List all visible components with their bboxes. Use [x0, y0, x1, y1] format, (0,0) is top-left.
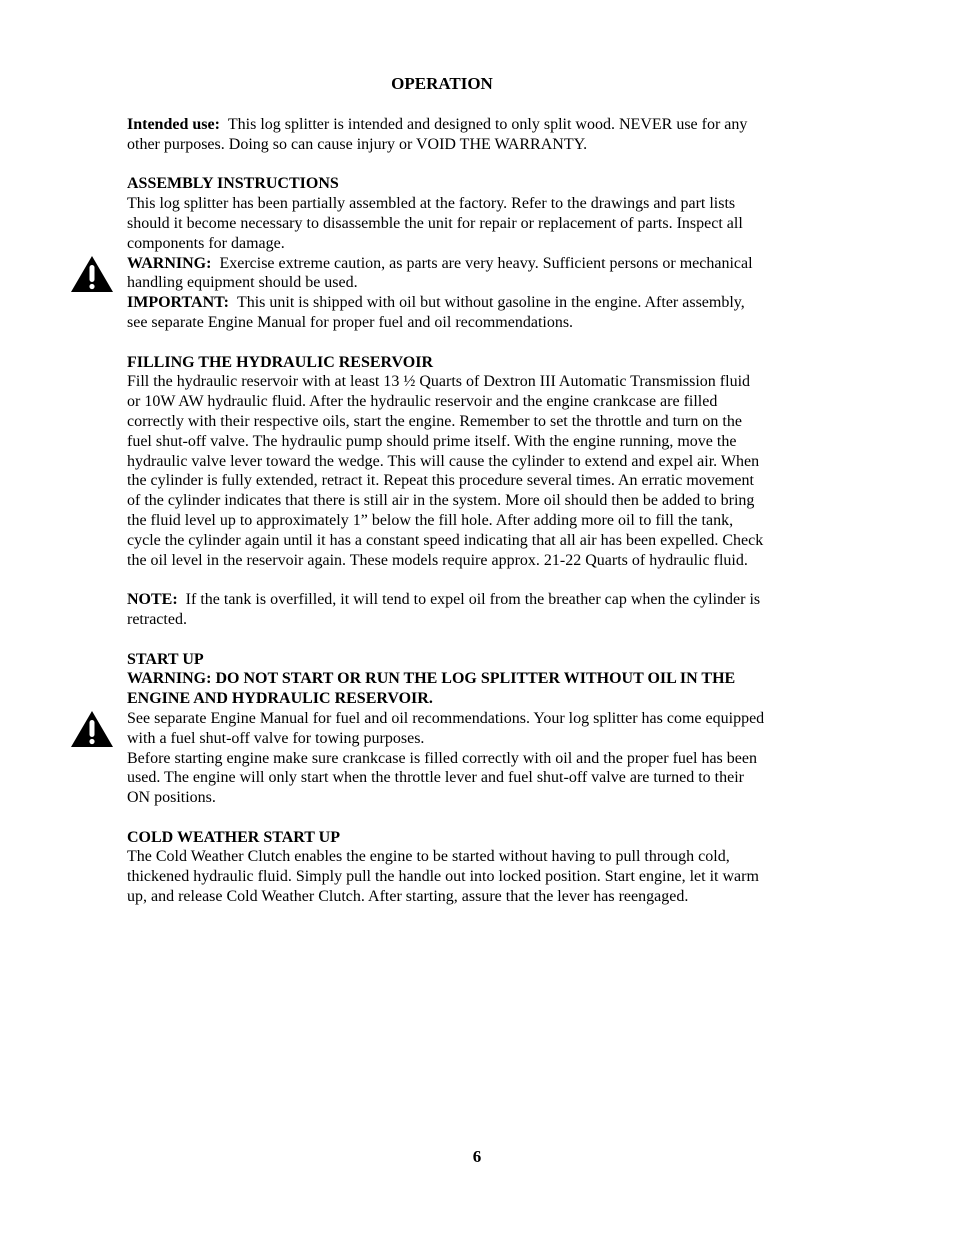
assembly-warning-label: WARNING:	[127, 254, 212, 272]
start-up-text-1: See separate Engine Manual for fuel and oil recommendations. Your log splitter has come equipped with a fuel shut-off valve for towing purposes.	[127, 709, 765, 747]
cold-weather-heading: COLD WEATHER START UP	[127, 828, 340, 846]
start-up-text-2: Before starting engine make sure crankcase is filled correctly with oil and the proper fuel has been used. The engine will only start when the throttle lever and fuel shut-off valve are turned to their ON positions.	[127, 749, 757, 807]
intended-use-label: Intended use:	[127, 116, 220, 133]
assembly-important-label: IMPORTANT:	[127, 294, 229, 312]
document-body	[127, 115, 767, 907]
assembly-text: This log splitter has been partially assembled at the factory. Refer to the drawings and part lists should it become necessary to disassemble the unit for repair or replacement of parts. Inspect all components for damage.	[127, 195, 743, 252]
assembly-important	[127, 293, 767, 333]
start-up-heading: START UP	[127, 650, 204, 668]
page-title: OPERATION	[391, 74, 493, 93]
assembly-section	[127, 174, 767, 332]
assembly-warning	[127, 254, 767, 294]
note-paragraph	[127, 590, 767, 630]
warning-triangle-icon	[70, 710, 114, 748]
intended-use-paragraph	[127, 115, 767, 155]
filling-heading: FILLING THE HYDRAULIC RESERVOIR	[127, 353, 433, 371]
start-up-section	[127, 650, 767, 808]
note-text: If the tank is overfilled, it will tend to expel oil from the breather cap when the cylinder is retracted.	[127, 591, 761, 628]
cold-weather-section	[127, 828, 767, 907]
filling-text: Fill the hydraulic reservoir with at least 13 ½ Quarts of Dextron III Automatic Transmission fluid or 10W AW hydraulic fluid. After the hydraulic reservoir and the engine crankcase are filled correctly with their respective oils, start the engine. Remember to set the throttle and turn on the fuel shut-off valve. The hydraulic pump should prime itself. With the engine running, move the hydraulic valve lever toward the wedge. This will cause the cylinder to extend and expel air. When the cylinder is fully extended, retract it. Repeat this procedure several times. An erratic movement of the cylinder indicates that there is still air in the system. More oil should then be added to bring the fluid level up to approximately 1” below the fill hole. After adding more oil to fill the tank, cycle the cylinder again until it has a constant speed indicating that all air has been expelled. Check the oil level in the reservoir again. These models require approx. 21-22 Quarts of hydraulic fluid.	[127, 373, 764, 569]
filling-section	[127, 353, 767, 571]
cold-weather-text: The Cold Weather Clutch enables the engine to be started without having to pull through cold, thickened hydraulic fluid. Simply pull the handle out into locked position. Start engine, let it warm up, and release Cold Weather Clutch. After starting, assure that the lever has reengaged.	[127, 848, 759, 906]
warning-triangle-icon	[70, 255, 114, 293]
page-number: 6	[472, 1147, 482, 1166]
intended-use-text: This log splitter is intended and designed to only split wood. NEVER use for any other purposes. Doing so can cause injury or VOID THE WARRANTY.	[127, 116, 748, 153]
note-label: NOTE:	[127, 591, 178, 609]
assembly-warning-text: Exercise extreme caution, as parts are very heavy. Sufficient persons or mechanical handling equipment should be used.	[127, 254, 753, 292]
start-up-warning: WARNING: DO NOT START OR RUN THE LOG SPLITTER WITHOUT OIL IN THE ENGINE AND HYDRAULIC RESERVOIR.	[127, 670, 736, 708]
assembly-important-text: This unit is shipped with oil but without gasoline in the engine. After assembly, see separate Engine Manual for proper fuel and oil recommendations.	[127, 294, 745, 331]
assembly-heading: ASSEMBLY INSTRUCTIONS	[127, 175, 339, 193]
